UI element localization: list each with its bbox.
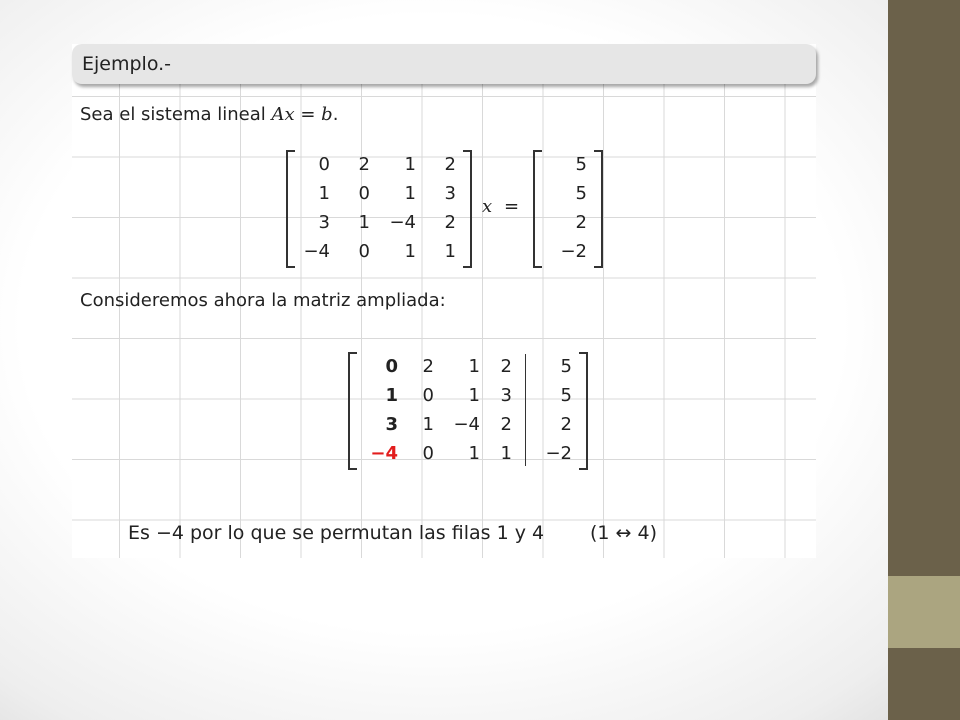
matrix-cell: 1 bbox=[422, 414, 434, 435]
matrix-cell: 2 bbox=[500, 414, 512, 435]
sidebar-accent-stripe bbox=[888, 576, 960, 648]
symbol-equals: = bbox=[294, 104, 322, 125]
augmented-rhs-grid bbox=[530, 352, 574, 468]
coefficient-matrix bbox=[286, 150, 472, 268]
symbol-x: x bbox=[284, 104, 295, 125]
matrix-cell: 1 bbox=[500, 443, 512, 464]
matrix-cell: −4 bbox=[389, 212, 416, 233]
matrix-cell: 1 bbox=[468, 385, 480, 406]
rhs-cell: 5 bbox=[560, 385, 572, 406]
matrix-cell: 1 bbox=[468, 443, 480, 464]
matrix-cell: 2 bbox=[444, 154, 456, 175]
matrix-cell: 0 bbox=[318, 154, 330, 175]
matrix-cell: 1 bbox=[404, 154, 416, 175]
pivot-cell: 1 bbox=[385, 385, 398, 406]
matrix-cell: 1 bbox=[444, 241, 456, 262]
intro-prefix: Sea el sistema lineal bbox=[80, 104, 272, 125]
matrix-cell: 0 bbox=[422, 385, 434, 406]
pivot-cell: 0 bbox=[385, 356, 398, 377]
matrix-cell: −4 bbox=[303, 241, 330, 262]
vector-cell: −2 bbox=[560, 241, 587, 262]
augmented-coeff-grid bbox=[360, 352, 514, 468]
pivot-cell: 3 bbox=[385, 414, 398, 435]
matrix-cell: 1 bbox=[404, 241, 416, 262]
augmented-separator bbox=[525, 354, 526, 466]
matrix-cell: −4 bbox=[453, 414, 480, 435]
matrix-cell: 1 bbox=[358, 212, 370, 233]
matrix-cell: 2 bbox=[500, 356, 512, 377]
conclusion-text: Es −4 por lo que se permutan las filas 1 y 4 bbox=[128, 522, 545, 544]
augmented-intro: Consideremos ahora la matriz ampliada: bbox=[80, 290, 446, 311]
vector-b-grid bbox=[545, 150, 589, 266]
matrix-cell: 0 bbox=[358, 183, 370, 204]
right-bracket bbox=[579, 352, 588, 470]
matrix-cell: 2 bbox=[358, 154, 370, 175]
matrix-cell: 3 bbox=[444, 183, 456, 204]
intro-suffix: . bbox=[332, 104, 339, 125]
matrix-cell: 0 bbox=[358, 241, 370, 262]
intro-sentence bbox=[80, 104, 338, 125]
matrix-cell: 3 bbox=[318, 212, 330, 233]
right-sidebar bbox=[888, 0, 960, 720]
rhs-cell: 2 bbox=[560, 414, 572, 435]
matrix-cell: 2 bbox=[444, 212, 456, 233]
variable-x: x bbox=[482, 196, 493, 217]
augmented-matrix bbox=[348, 352, 588, 470]
equals-sign: = bbox=[504, 196, 520, 217]
row-swap-notation: (1 ↔ 4) bbox=[590, 522, 658, 544]
matrix-A-grid bbox=[298, 150, 458, 266]
matrix-cell: 1 bbox=[318, 183, 330, 204]
slide-content bbox=[72, 44, 816, 558]
vector-cell: 2 bbox=[575, 212, 587, 233]
vector-cell: 5 bbox=[575, 154, 587, 175]
left-bracket bbox=[533, 150, 542, 268]
matrix-cell: 0 bbox=[422, 443, 434, 464]
symbol-A: A bbox=[271, 104, 285, 125]
title-bar bbox=[72, 44, 816, 84]
matrix-cell: 1 bbox=[404, 183, 416, 204]
matrix-cell: 2 bbox=[422, 356, 434, 377]
rhs-cell: 5 bbox=[560, 356, 572, 377]
right-bracket bbox=[463, 150, 472, 268]
rhs-vector bbox=[533, 150, 603, 268]
matrix-cell: 1 bbox=[468, 356, 480, 377]
left-bracket bbox=[348, 352, 357, 470]
left-bracket bbox=[286, 150, 295, 268]
vector-cell: 5 bbox=[575, 183, 587, 204]
pivot-cell-highlighted: −4 bbox=[370, 443, 398, 464]
matrix-cell: 3 bbox=[500, 385, 512, 406]
right-bracket bbox=[594, 150, 603, 268]
symbol-b: b bbox=[321, 104, 333, 125]
rhs-cell: −2 bbox=[545, 443, 572, 464]
slide-title: Ejemplo.- bbox=[82, 53, 172, 75]
